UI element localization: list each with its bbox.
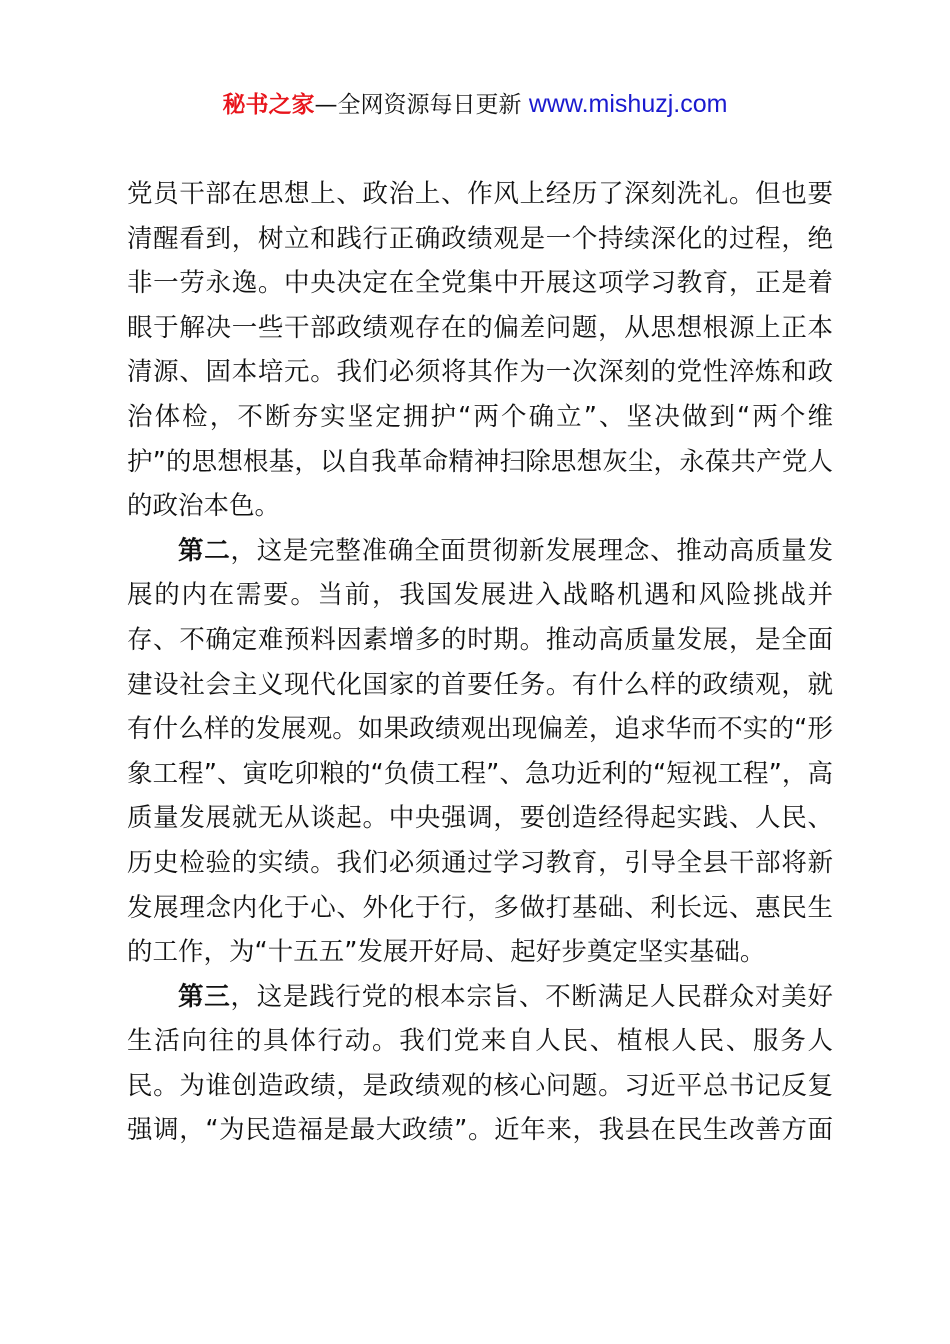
text-line: 治体检，不断夯实坚定拥护“两个确立”、坚决做到“两个维 — [127, 401, 833, 432]
text-line: 护”的思想根基，以自我革命精神扫除思想灰尘，永葆共产党人 — [127, 446, 833, 477]
paragraph-lead: 第三 — [178, 981, 231, 1012]
page-header — [0, 86, 950, 123]
text-line: 历史检验的实绩。我们必须通过学习教育，引导全县干部将新 — [127, 847, 833, 878]
text-line: 民。为谁创造政绩，是政绩观的核心问题。习近平总书记反复 — [127, 1070, 833, 1101]
paragraph-lead: 第二 — [178, 535, 231, 566]
text-line: 象工程”、寅吃卯粮的“负债工程”、急功近利的“短视工程”，高 — [127, 758, 833, 789]
site-url-link[interactable]: www.mishuzj.com — [528, 90, 728, 118]
text-line: 清源、固本培元。我们必须将其作为一次深刻的党性淬炼和政 — [127, 357, 833, 388]
document-body — [127, 172, 833, 1153]
text-line: 生活向往的具体行动。我们党来自人民、植根人民、服务人 — [127, 1026, 833, 1057]
text-line: ，这是践行党的根本宗旨、不断满足人民群众对美好 — [230, 981, 833, 1012]
text-line: 非一劳永逸。中央决定在全党集中开展这项学习教育，正是着 — [127, 268, 833, 299]
text-line: 的工作，为“十五五”发展开好局、起好步奠定坚实基础。 — [127, 937, 766, 968]
brand-name: 秘书之家 — [222, 92, 315, 118]
text-line: 清醒看到，树立和践行正确政绩观是一个持续深化的过程，绝 — [127, 223, 833, 254]
text-line: 的政治本色。 — [127, 491, 281, 522]
text-line: 发展理念内化于心、外化于行，多做打基础、利长远、惠民生 — [127, 892, 833, 923]
header-tagline: —全网资源每日更新 — [314, 92, 529, 118]
text-line: 存、不确定难预料因素增多的时期。推动高质量发展，是全面 — [127, 624, 833, 655]
text-line: 眼于解决一些干部政绩观存在的偏差问题，从思想根源上正本 — [127, 312, 833, 343]
paragraph-start — [127, 975, 833, 1020]
text-line: 展的内在需要。当前，我国发展进入战略机遇和风险挑战并 — [127, 580, 833, 611]
paragraph-start — [127, 529, 833, 574]
text-line: 有什么样的发展观。如果政绩观出现偏差，追求华而不实的“形 — [127, 714, 833, 745]
text-line: 质量发展就无从谈起。中央强调，要创造经得起实践、人民、 — [127, 803, 833, 834]
text-line: 建设社会主义现代化国家的首要任务。有什么样的政绩观，就 — [127, 669, 833, 700]
text-line: 党员干部在思想上、政治上、作风上经历了深刻洗礼。但也要 — [127, 179, 833, 209]
text-line: ，这是完整准确全面贯彻新发展理念、推动高质量发 — [230, 535, 833, 566]
text-line: 强调，“为民造福是最大政绩”。近年来，我县在民生改善方面 — [127, 1115, 833, 1146]
